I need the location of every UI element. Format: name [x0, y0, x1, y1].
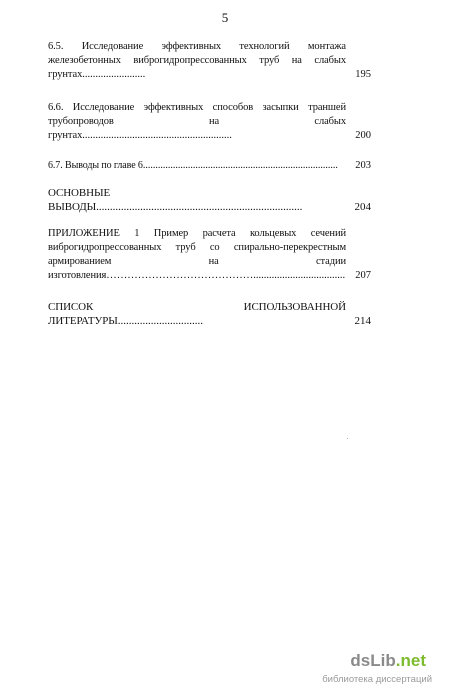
toc-entry-references[interactable] [48, 300, 371, 328]
toc-leader-dots: .............................................................................. [142, 160, 338, 171]
toc-leader-dots: ........................ [82, 69, 146, 80]
toc-page-number: 195 [355, 69, 371, 80]
toc-entry-title: 6.6. Исследование эффективных способов засыпки траншей трубопроводов на слабых грунтах......................................................... [48, 102, 346, 141]
dslib-watermark[interactable] [302, 651, 432, 691]
toc-page-number: 203 [355, 160, 371, 171]
toc-page-number: 214 [354, 315, 371, 327]
toc-entry-main-conclusions[interactable] [48, 186, 371, 214]
toc-entry-title: ОСНОВНЫЕ ВЫВОДЫ........................................................................... [48, 187, 303, 213]
toc-entry-appendix-1[interactable] [48, 227, 371, 283]
toc-page-number: 204 [354, 201, 371, 213]
toc-page-number: 207 [355, 270, 371, 281]
table-of-contents [48, 40, 371, 328]
scan-speck [347, 438, 348, 439]
toc-leader-dots: ......................................................... [82, 130, 232, 141]
toc-entry-6-6[interactable] [48, 101, 371, 143]
toc-entry-title: ПРИЛОЖЕНИЕ 1 Пример расчета кольцевых сечений виброгидропрессованных труб со спирально-перекрестным армированием на стадии изготовления……………………………………................................... [48, 228, 346, 281]
toc-leader-dots: ............................... [117, 315, 203, 327]
toc-entry-title: 6.7. Выводы по главе 6.............................................................................. [48, 160, 338, 171]
page-number: 5 [221, 10, 229, 25]
toc-entry-title: СПИСОК ИСПОЛЬЗОВАННОЙ ЛИТЕРАТУРЫ............................... [48, 301, 346, 327]
toc-entry-6-5[interactable] [48, 40, 371, 82]
toc-page-number: 200 [355, 130, 371, 141]
toc-entry-title: 6.5. Исследование эффективных технологий монтажа железобетонных виброгидропрессованных труб на слабых грунтах........................ [48, 41, 346, 80]
toc-leader-dots: ……………………………………................................... [106, 270, 346, 281]
watermark-logo: dsLib.net [350, 651, 426, 670]
toc-entry-6-7[interactable] [48, 159, 371, 173]
toc-leader-dots: ........................................................................... [96, 201, 303, 213]
watermark-tagline: библиотека диссертаций [322, 674, 432, 685]
